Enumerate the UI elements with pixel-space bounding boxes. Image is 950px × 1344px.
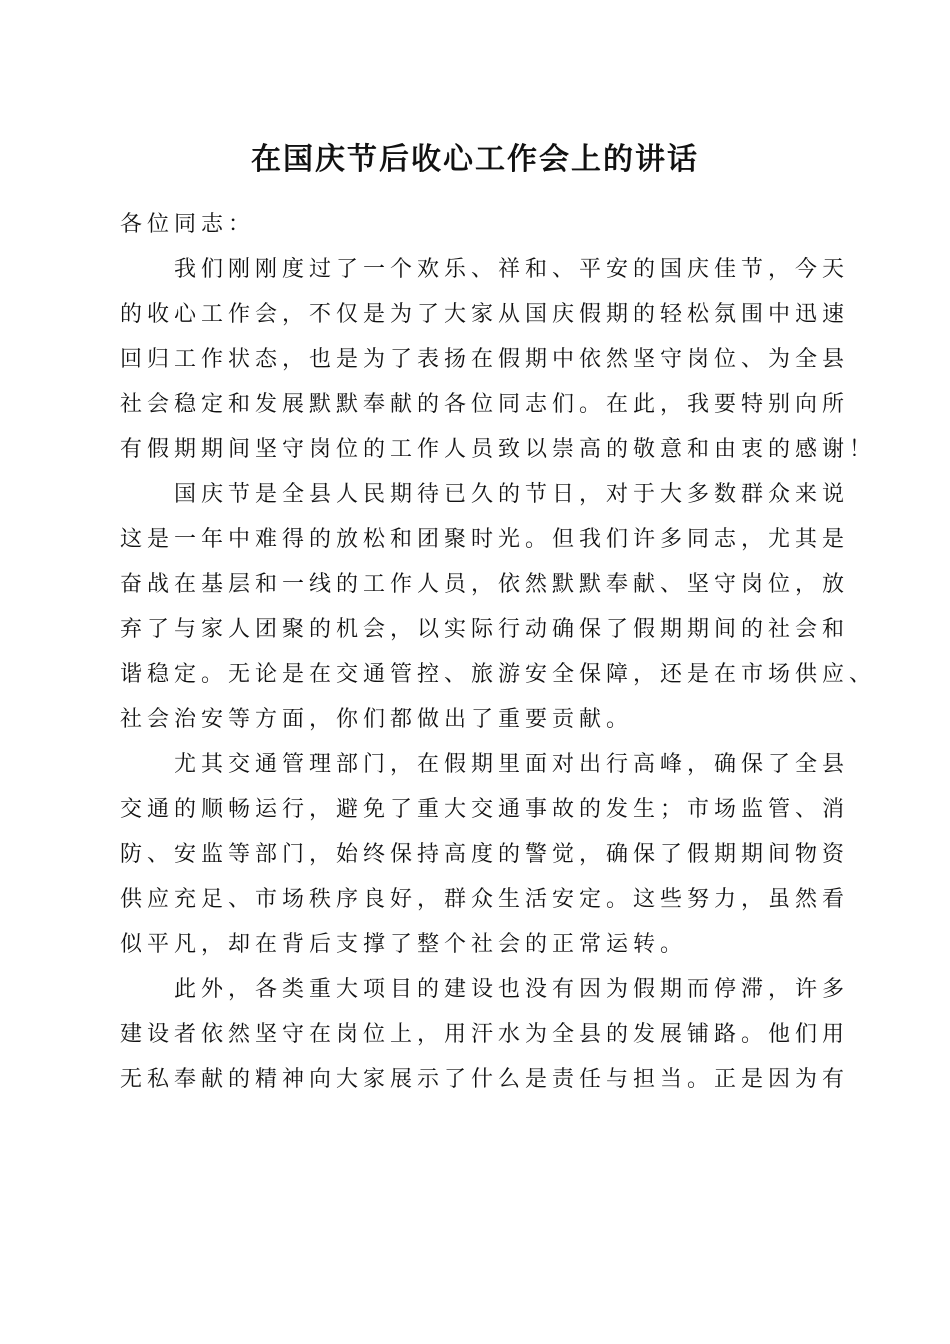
paragraphs bbox=[120, 247, 877, 1102]
text-line: 这是一年中难得的放松和团聚时光。但我们许多同志，尤其是 bbox=[120, 527, 850, 552]
text-line: 尤其交通管理部门，在假期里面对出行高峰，确保了全县 bbox=[174, 752, 850, 777]
text-line: 无私奉献的精神向大家展示了什么是责任与担当。正是因为有 bbox=[120, 1067, 850, 1092]
paragraph bbox=[120, 247, 877, 472]
text-line: 国庆节是全县人民期待已久的节日，对于大多数群众来说 bbox=[174, 482, 850, 507]
text-line: 弃了与家人团聚的机会，以实际行动确保了假期期间的社会和 bbox=[120, 617, 850, 642]
text-line: 建设者依然坚守在岗位上，用汗水为全县的发展铺路。他们用 bbox=[120, 1022, 850, 1047]
document-body bbox=[120, 202, 877, 1102]
text-line: 社会稳定和发展默默奉献的各位同志们。在此，我要特别向所 bbox=[120, 392, 850, 417]
text-line: 奋战在基层和一线的工作人员，依然默默奉献、坚守岗位，放 bbox=[120, 572, 850, 597]
text-line: 的收心工作会，不仅是为了大家从国庆假期的轻松氛围中迅速 bbox=[120, 302, 850, 327]
text-line: 谐稳定。无论是在交通管控、旅游安全保障，还是在市场供应、 bbox=[120, 662, 877, 687]
text-line: 似平凡，却在背后支撑了整个社会的正常运转。 bbox=[120, 932, 688, 957]
paragraph bbox=[120, 742, 860, 967]
text-line: 此外，各类重大项目的建设也没有因为假期而停滞，许多 bbox=[174, 977, 850, 1002]
document-title: 在国庆节后收心工作会上的讲话 bbox=[251, 142, 699, 177]
text-line: 社会治安等方面，你们都做出了重要贡献。 bbox=[120, 707, 634, 732]
text-line: 交通的顺畅运行，避免了重大交通事故的发生；市场监管、消 bbox=[120, 797, 850, 822]
paragraph bbox=[120, 472, 877, 742]
salutation: 各位同志： bbox=[120, 212, 256, 237]
text-line: 回归工作状态，也是为了表扬在假期中依然坚守岗位、为全县 bbox=[120, 347, 850, 372]
text-line: 防、安监等部门，始终保持高度的警觉，确保了假期期间物资 bbox=[120, 842, 850, 867]
text-line: 有假期期间坚守岗位的工作人员致以崇高的敬意和由衷的感谢！ bbox=[120, 437, 877, 462]
paragraph bbox=[120, 967, 860, 1102]
text-line: 供应充足、市场秩序良好，群众生活安定。这些努力，虽然看 bbox=[120, 887, 850, 912]
text-line: 我们刚刚度过了一个欢乐、祥和、平安的国庆佳节，今天 bbox=[174, 257, 850, 282]
